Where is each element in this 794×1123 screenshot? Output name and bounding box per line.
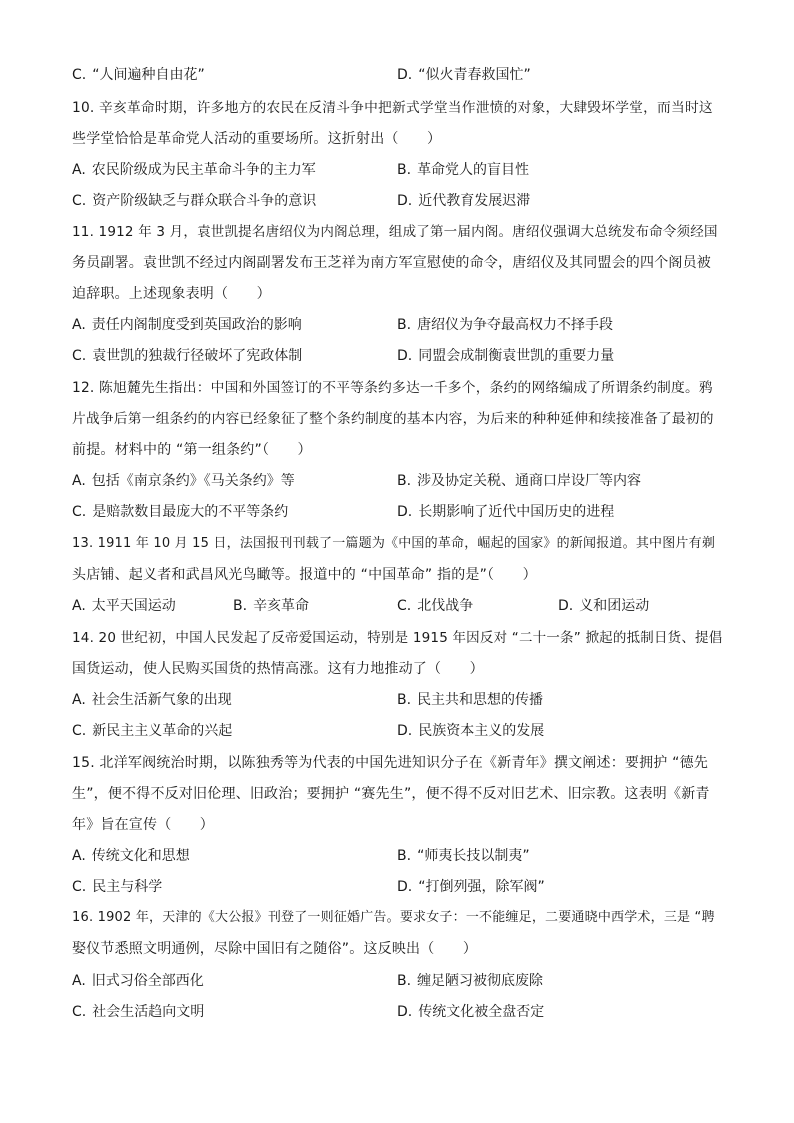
q13-option-c	[397, 596, 473, 616]
option-text: 民族资本主义的发展	[418, 723, 545, 739]
option-label: B.	[397, 162, 412, 178]
q16-option-c	[72, 1002, 204, 1022]
q13-stem-line-2: 头店铺、起义者和武昌风光鸟瞰等。报道中的 “中国革命” 指的是”（ ）	[72, 567, 537, 583]
q15-stem-line-2: 生”，便不得不反对旧伦理、旧政治；要拥护 “赛先生”，便不得不反对旧艺术、旧宗教。这表明《新青	[72, 786, 710, 802]
q14-option-b	[397, 690, 543, 710]
option-text: 太平天国运动	[91, 598, 176, 614]
q14-stem-line-2: 国货运动，使人民购买国货的热情高涨。这有力地推动了（ ）	[72, 661, 484, 677]
q10-stem-line-1: 10. 辛亥革命时期，许多地方的农民在反清斗争中把新式学堂当作泄愤的对象，大肆毁坏学堂，而当时这	[72, 100, 713, 116]
option-text: 新民主主义革命的兴起	[92, 723, 233, 739]
option-label: D.	[397, 723, 413, 739]
option-text: “打倒列强，除军阀”	[418, 879, 545, 895]
q12-stem-line-1: 12. 陈旭麓先生指出：中国和外国签订的不平等条约多达一千多个，条约的网络编成了所谓条约制度。鸦	[72, 380, 713, 396]
q15-stem-line-3: 年》旨在宣传（ ）	[72, 817, 214, 833]
option-text: 义和团运动	[579, 598, 650, 614]
q16-stem-line-2: 娶仪节悉照文明通例，尽除中国旧有之随俗”。这反映出（ ）	[72, 941, 478, 957]
option-label: D.	[397, 504, 413, 520]
option-label: D.	[397, 1004, 413, 1020]
q10-option-c	[72, 191, 316, 211]
q10-option-b	[397, 160, 529, 180]
q9-option-c	[72, 65, 205, 85]
option-text: 涉及协定关税、通商口岸设厂等内容	[417, 473, 642, 489]
q12-stem-line-2: 片战争后第一组条约的内容已经象征了整个条约制度的基本内容，为后来的种种延伸和续接准备了最初的	[72, 411, 714, 427]
option-label: D.	[397, 348, 413, 364]
q10-option-a	[72, 160, 316, 180]
q11-option-d	[397, 346, 614, 366]
option-label: A.	[72, 973, 86, 989]
option-label: C.	[72, 67, 87, 83]
option-text: 社会生活新气象的出现	[91, 692, 232, 708]
q14-option-c	[72, 721, 232, 741]
q11-stem-line-1: 11. 1912 年 3 月，袁世凯提名唐绍仪为内阁总理，组成了第一届内阁。唐绍仪强调大总统发布命令须经国	[72, 224, 718, 240]
q15-option-c	[72, 877, 162, 897]
option-text: 旧式习俗全部西化	[91, 973, 204, 989]
q15-option-d	[397, 877, 545, 897]
option-label: A.	[72, 473, 86, 489]
q12-option-c	[72, 502, 288, 522]
option-text: 包括《南京条约》《马关条约》等	[91, 473, 295, 489]
option-text: 辛亥革命	[253, 598, 310, 614]
q13-stem-line-1: 13. 1911 年 10 月 15 日，法国报刊刊载了一篇题为《中国的革命，崛起的国家》的新闻报道。其中图片有剃	[72, 536, 716, 551]
q15-stem-line-1: 15. 北洋军阀统治时期，以陈独秀等为代表的中国先进知识分子在《新青年》撰文阐述：要拥护 “德先	[72, 755, 709, 771]
option-text: 是赔款数目最庞大的不平等条约	[92, 504, 289, 520]
q11-option-b	[397, 315, 613, 335]
option-label: A.	[72, 317, 86, 333]
q10-stem-line-2: 些学堂恰恰是革命党人活动的重要场所。这折射出（ ）	[72, 131, 442, 147]
q12-option-d	[397, 502, 614, 522]
option-text: 民主共和思想的传播	[417, 692, 544, 708]
option-label: C.	[72, 1004, 87, 1020]
option-label: B.	[397, 973, 412, 989]
option-text: “人间遍种自由花”	[92, 67, 205, 83]
option-label: D.	[397, 193, 413, 209]
option-label: A.	[72, 692, 86, 708]
option-text: 传统文化和思想	[91, 848, 190, 864]
option-text: “似火青春救国忙”	[418, 67, 531, 83]
q12-option-b	[397, 471, 641, 491]
option-text: 北伐战争	[417, 598, 474, 614]
option-label: D.	[397, 67, 413, 83]
q10-option-d	[397, 191, 530, 211]
option-text: 袁世凯的独裁行径破坏了宪政体制	[92, 348, 303, 364]
option-text: 传统文化被全盘否定	[418, 1004, 545, 1020]
option-label: B.	[397, 317, 412, 333]
q11-option-c	[72, 346, 302, 366]
q12-stem-line-3: 前提。材料中的 “第一组条约”（ ）	[72, 442, 312, 458]
option-text: 社会生活趋向文明	[92, 1004, 205, 1020]
option-text: 革命党人的盲目性	[417, 162, 530, 178]
option-label: D.	[558, 598, 574, 614]
q9-option-d	[397, 65, 531, 85]
q14-option-d	[397, 721, 544, 741]
q12-option-a	[72, 471, 295, 491]
option-label: B.	[397, 848, 412, 864]
option-label: C.	[72, 879, 87, 895]
option-label: C.	[72, 723, 87, 739]
q11-stem-line-2: 务员副署。袁世凯不经过内阁副署发布王芝祥为南方军宣慰使的命令，唐绍仪及其同盟会的四个阁员被	[72, 255, 711, 271]
option-label: A.	[72, 848, 86, 864]
q13-option-b	[233, 596, 309, 616]
option-label: C.	[72, 504, 87, 520]
option-label: C.	[72, 348, 87, 364]
option-text: 同盟会成制衡袁世凯的重要力量	[418, 348, 615, 364]
option-label: B.	[233, 598, 248, 614]
q15-option-a	[72, 846, 190, 866]
option-label: C.	[72, 193, 87, 209]
option-text: 缠足陋习被彻底废除	[417, 973, 544, 989]
option-text: 民主与科学	[92, 879, 163, 895]
q13-option-d	[558, 596, 649, 616]
option-text: “师夷长技以制夷”	[417, 848, 530, 864]
q14-stem-line-1: 14. 20 世纪初，中国人民发起了反帝爱国运动，特别是 1915 年因反对 “二十一条” 掀起的抵制日货、提倡	[72, 630, 723, 646]
q11-stem-line-3: 迫辞职。上述现象表明（ ）	[72, 286, 271, 302]
option-label: B.	[397, 473, 412, 489]
q16-stem-line-1: 16. 1902 年，天津的《大公报》刊登了一则征婚广告。要求女子：一不能缠足，二要通晓中西学术，三是 “聘	[72, 910, 715, 925]
option-label: A.	[72, 162, 86, 178]
option-text: 近代教育发展迟滞	[418, 193, 531, 209]
q11-option-a	[72, 315, 302, 335]
option-label: D.	[397, 879, 413, 895]
q15-option-b	[397, 846, 530, 866]
option-text: 资产阶级缺乏与群众联合斗争的意识	[92, 193, 317, 209]
q16-option-d	[397, 1002, 544, 1022]
option-text: 责任内阁制度受到英国政治的影响	[91, 317, 302, 333]
option-label: A.	[72, 598, 86, 614]
option-text: 唐绍仪为争夺最高权力不择手段	[417, 317, 614, 333]
option-text: 农民阶级成为民主革命斗争的主力军	[91, 162, 316, 178]
option-label: C.	[397, 598, 412, 614]
q16-option-b	[397, 971, 543, 991]
q16-option-a	[72, 971, 204, 991]
option-text: 长期影响了近代中国历史的进程	[418, 504, 615, 520]
q14-option-a	[72, 690, 232, 710]
q13-option-a	[72, 596, 176, 616]
option-label: B.	[397, 692, 412, 708]
